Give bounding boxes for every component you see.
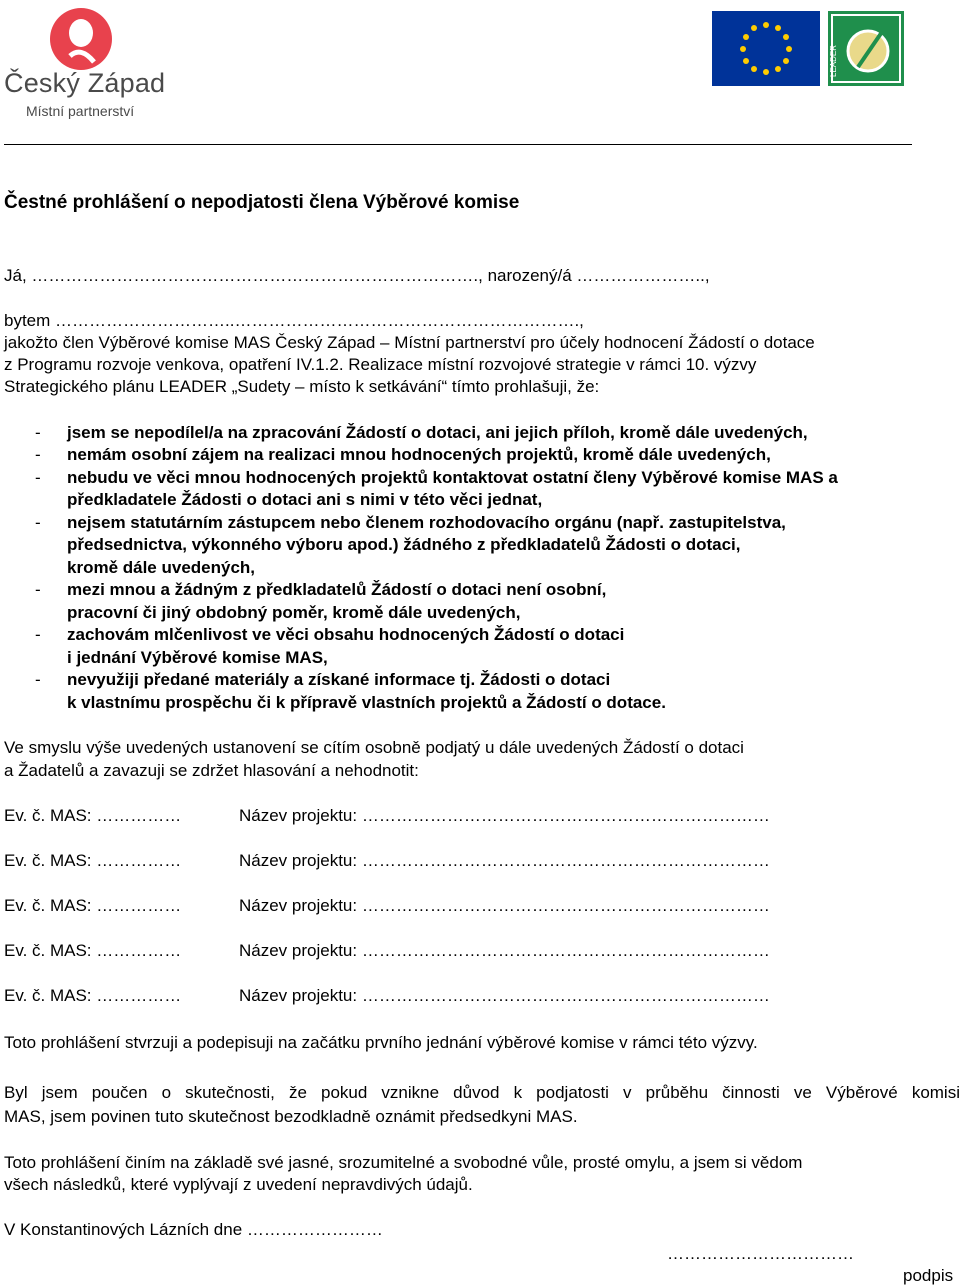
eu-flag-icon — [712, 11, 820, 86]
project-name-field[interactable]: Název projektu: ……………………………………………………………… — [239, 896, 770, 915]
logo-subtitle: Místní partnerství — [26, 103, 135, 119]
declaration-item: nemám osobní zájem na realizaci mnou hodnocených projektů, kromě dále uvedených, — [67, 445, 771, 464]
project-name-field[interactable]: Název projektu: ……………………………………………………………… — [239, 806, 770, 825]
project-name-field[interactable]: Název projektu: ……………………………………………………………… — [239, 941, 770, 960]
closing-paragraph-2-line-2: MAS, jsem povinen tuto skutečnost bezodkladně oznámit předsedkyni MAS. — [4, 1107, 578, 1126]
ev-number-field[interactable]: Ev. č. MAS: …………… — [4, 851, 182, 870]
signature-label: podpis — [903, 1266, 954, 1285]
document-title: Čestné prohlášení o nepodjatosti člena Výběrové komise — [4, 192, 520, 213]
ev-number-field[interactable]: Ev. č. MAS: …………… — [4, 806, 182, 825]
bias-statement-line-2: a Žadatelů a zavazuji se zdržet hlasování a nehodnotit: — [4, 761, 419, 780]
declaration-item-cont: předkladatele Žádosti o dotaci ani s nimi v této věci jednat, — [67, 490, 543, 509]
bias-statement-line-1: Ve smyslu výše uvedených ustanovení se cítím osobně podjatý u dále uvedených Žádostí o dotaci — [4, 738, 744, 757]
signature-line[interactable]: …………………………… — [667, 1244, 854, 1263]
declaration-item: jsem se nepodílel/a na zpracování Žádostí o dotaci, ani jejich příloh, kromě dále uvedených, — [67, 423, 808, 442]
declaration-item-cont: předsednictva, výkonného výboru apod.) žádného z předkladatelů Žádosti o dotaci, — [67, 535, 741, 554]
declaration-item: zachovám mlčenlivost ve věci obsahu hodnocených Žádostí o dotaci — [67, 625, 625, 644]
list-dash: - — [35, 670, 41, 689]
place-date-field[interactable]: V Konstantinových Lázních dne …………………… — [4, 1220, 383, 1239]
closing-paragraph-2-line-1: Byl jsem poučen o skutečnosti, že pokud vznikne důvod k podjatosti v průběhu činnosti ve Výběrové komisi — [4, 1083, 960, 1102]
intro-line-address: bytem …………………………..……………………………………………………., — [4, 311, 584, 330]
list-dash: - — [35, 423, 41, 442]
ev-number-field[interactable]: Ev. č. MAS: …………… — [4, 941, 182, 960]
ev-number-field[interactable]: Ev. č. MAS: …………… — [4, 896, 182, 915]
project-name-field[interactable]: Název projektu: ……………………………………………………………… — [239, 986, 770, 1005]
intro-line-3: jakožto člen Výběrové komise MAS Český Západ – Místní partnerství pro účely hodnocení Žádostí o dotace — [4, 333, 815, 352]
intro-line-4: z Programu rozvoje venkova, opatření IV.1.2. Realizace místní rozvojové strategie v rámci 10. výzvy — [4, 355, 757, 374]
declaration-item: nebudu ve věci mnou hodnocených projektů kontaktovat ostatní členy Výběrové komise MAS a — [67, 468, 838, 487]
ev-number-field[interactable]: Ev. č. MAS: …………… — [4, 986, 182, 1005]
list-dash: - — [35, 468, 41, 487]
intro-line-name: Já, ……………………………………………………………………., narozený/á ………………….., — [4, 266, 710, 285]
list-dash: - — [35, 580, 41, 599]
closing-paragraph-1: Toto prohlášení stvrzuji a podepisuji na začátku prvního jednání výběrové komise v rámci této výzvy. — [4, 1033, 758, 1052]
list-dash: - — [35, 445, 41, 464]
leader-text: LEADER — [829, 44, 838, 77]
closing-paragraph-3-line-2: všech následků, které vyplývají z uvedení nepravdivých údajů. — [4, 1175, 473, 1194]
declaration-item: mezi mnou a žádným z předkladatelů Žádostí o dotaci není osobní, — [67, 580, 607, 599]
logo-q-icon — [48, 6, 114, 72]
list-dash: - — [35, 625, 41, 644]
intro-line-5: Strategického plánu LEADER „Sudety – místo k setkávání“ tímto prohlašuji, že: — [4, 377, 600, 396]
list-dash: - — [35, 513, 41, 532]
leader-logo-icon — [828, 11, 904, 86]
declaration-item: nevyužiji předané materiály a získané informace tj. Žádosti o dotaci — [67, 670, 611, 689]
declaration-item-cont: pracovní či jiný obdobný poměr, kromě dále uvedených, — [67, 603, 521, 622]
closing-paragraph-3-line-1: Toto prohlášení činím na základě své jasné, srozumitelné a svobodné vůle, prosté omylu, a jsem si vědom — [4, 1153, 803, 1172]
declaration-item-cont: kromě dále uvedených, — [67, 558, 256, 577]
declaration-item: nejsem statutárním zástupcem nebo členem rozhodovacího orgánu (např. zastupitelstva, — [67, 513, 786, 532]
declaration-item-cont: k vlastnímu prospěchu či k přípravě vlastních projektů a Žádostí o dotace. — [67, 693, 666, 712]
logo-title: Český Západ — [4, 68, 166, 98]
declaration-item-cont: i jednání Výběrové komise MAS, — [67, 648, 328, 667]
header-divider — [4, 144, 912, 145]
project-name-field[interactable]: Název projektu: ……………………………………………………………… — [239, 851, 770, 870]
